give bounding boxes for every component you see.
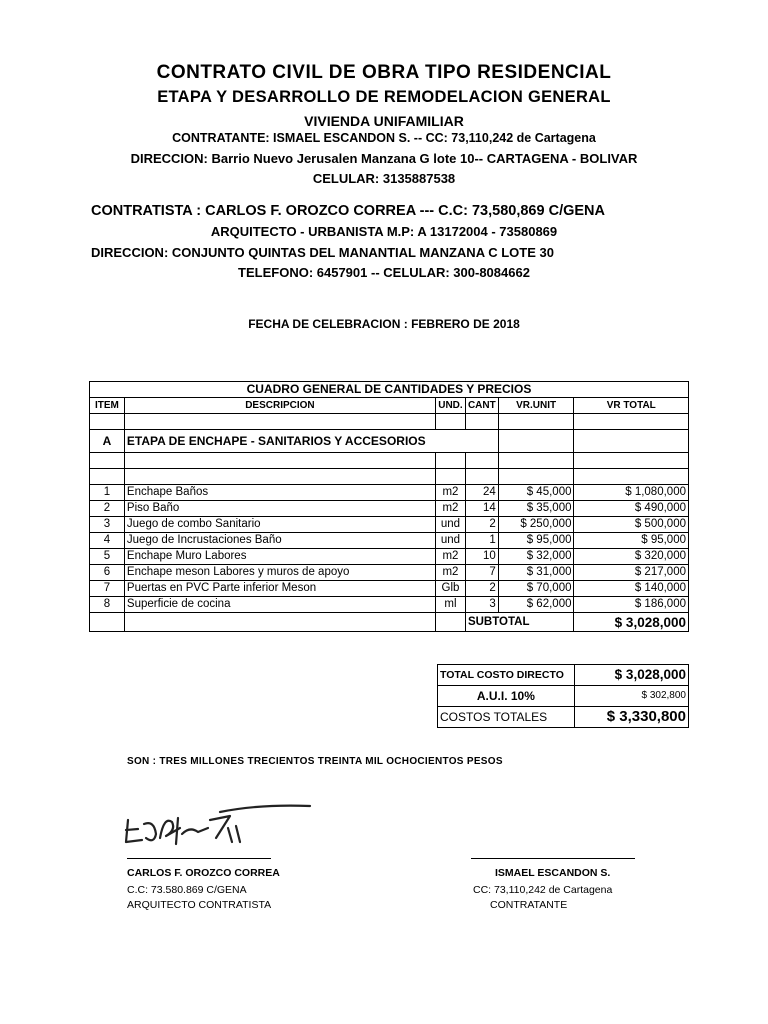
total-cell: $ 320,000 [574, 549, 689, 565]
total-cell: $ 140,000 [574, 581, 689, 597]
contratista-telefono: TELEFONO: 6457901 -- CELULAR: 300-8084662 [238, 265, 530, 280]
item-cell: 8 [90, 597, 125, 613]
unit-cell: $ 45,000 [498, 485, 574, 501]
desc-cell: Enchape Muro Labores [124, 549, 435, 565]
cant-cell: 2 [465, 517, 498, 533]
document-subtitle: ETAPA Y DESARROLLO DE REMODELACION GENERAL [157, 88, 611, 106]
costos-totales-label: COSTOS TOTALES [438, 707, 575, 728]
subtotal-value: $ 3,028,000 [574, 613, 689, 632]
item-cell: 6 [90, 565, 125, 581]
und-cell: und [435, 517, 465, 533]
item-cell: 2 [90, 501, 125, 517]
blank-row [90, 453, 689, 469]
und-cell: Glb [435, 581, 465, 597]
contratista-direccion: DIRECCION: CONJUNTO QUINTAS DEL MANANTIAL MANZANA C LOTE 30 [91, 245, 554, 260]
arquitecto-line: ARQUITECTO - URBANISTA M.P: A 13172004 - 73580869 [210, 224, 558, 239]
unit-cell: $ 62,000 [498, 597, 574, 613]
unit-cell: $ 32,000 [498, 549, 574, 565]
total-directo-label: TOTAL COSTO DIRECTO [438, 665, 575, 686]
fecha-celebracion: FECHA DE CELEBRACION : FEBRERO DE 2018 [248, 317, 520, 331]
contratante-cc: CC: 73,110,242 de Cartagena [473, 884, 613, 896]
desc-cell: Piso Baño [124, 501, 435, 517]
cant-cell: 3 [465, 597, 498, 613]
col-header: UND. [435, 398, 465, 414]
unit-cell: $ 250,000 [498, 517, 574, 533]
section-row [90, 430, 689, 453]
cant-cell: 14 [465, 501, 498, 517]
cantidades-table [89, 381, 689, 632]
item-cell: 4 [90, 533, 125, 549]
section-letter: A [90, 430, 125, 453]
table-row [90, 549, 689, 565]
total-cell: $ 500,000 [574, 517, 689, 533]
contratante-direccion: DIRECCION: Barrio Nuevo Jerusalen Manzana G lote 10-- CARTAGENA - BOLIVAR [130, 151, 638, 166]
section-title: ETAPA DE ENCHAPE - SANITARIOS Y ACCESORIOS [124, 430, 498, 453]
total-cell: $ 186,000 [574, 597, 689, 613]
total-cell: $ 217,000 [574, 565, 689, 581]
col-header: ITEM [90, 398, 125, 414]
costos-totales-value: $ 3,330,800 [574, 707, 688, 728]
contratante-role: CONTRATANTE [490, 899, 568, 911]
desc-cell: Juego de Incrustaciones Baño [124, 533, 435, 549]
table-row [90, 501, 689, 517]
desc-cell: Puertas en PVC Parte inferior Meson [124, 581, 435, 597]
contratista-name: CARLOS F. OROZCO CORREA [127, 867, 280, 879]
aui-value: $ 302,800 [574, 686, 688, 707]
col-header: DESCRIPCION [124, 398, 435, 414]
col-header: CANT [465, 398, 498, 414]
item-cell: 1 [90, 485, 125, 501]
cant-cell: 1 [465, 533, 498, 549]
item-cell: 7 [90, 581, 125, 597]
contratante-line: CONTRATANTE: ISMAEL ESCANDON S. -- CC: 73,110,242 de Cartagena [172, 131, 596, 145]
total-cell: $ 490,000 [574, 501, 689, 517]
und-cell: m2 [435, 485, 465, 501]
blank-row [90, 414, 689, 430]
col-header: VR.UNIT [498, 398, 574, 414]
contratista-cc: C.C: 73.580.869 C/GENA [127, 884, 247, 896]
col-header: VR TOTAL [574, 398, 689, 414]
son-amount-words: SON : TRES MILLONES TRECIENTOS TREINTA MIL OCHOCIENTOS PESOS [127, 756, 503, 767]
und-cell: m2 [435, 549, 465, 565]
item-cell: 5 [90, 549, 125, 565]
right-signature-line [471, 858, 635, 859]
table-header-row [90, 398, 689, 414]
unit-cell: $ 95,000 [498, 533, 574, 549]
item-cell: 3 [90, 517, 125, 533]
contratante-celular: CELULAR: 3135887538 [312, 171, 456, 186]
table-caption: CUADRO GENERAL DE CANTIDADES Y PRECIOS [90, 382, 689, 398]
contratista-line: CONTRATISTA : CARLOS F. OROZCO CORREA --- C.C: 73,580,869 C/GENA [91, 203, 605, 219]
total-cell: $ 95,000 [574, 533, 689, 549]
total-directo-value: $ 3,028,000 [574, 665, 688, 686]
table-row [90, 597, 689, 613]
subtotal-row [90, 613, 689, 632]
cant-cell: 7 [465, 565, 498, 581]
signature-image [120, 798, 320, 856]
unit-cell: $ 35,000 [498, 501, 574, 517]
left-signature-line [127, 858, 271, 859]
und-cell: m2 [435, 501, 465, 517]
subtotal-label: SUBTOTAL [465, 613, 574, 632]
und-cell: m2 [435, 565, 465, 581]
unit-cell: $ 31,000 [498, 565, 574, 581]
document-title: CONTRATO CIVIL DE OBRA TIPO RESIDENCIAL [156, 62, 612, 83]
blank-row [90, 469, 689, 485]
contratante-name: ISMAEL ESCANDON S. [495, 867, 611, 879]
vivienda-line: VIVIENDA UNIFAMILIAR [304, 113, 464, 129]
unit-cell: $ 70,000 [498, 581, 574, 597]
cant-cell: 2 [465, 581, 498, 597]
table-row [90, 533, 689, 549]
desc-cell: Enchape meson Labores y muros de apoyo [124, 565, 435, 581]
und-cell: ml [435, 597, 465, 613]
desc-cell: Enchape Baños [124, 485, 435, 501]
desc-cell: Superficie de cocina [124, 597, 435, 613]
cant-cell: 10 [465, 549, 498, 565]
table-row [90, 581, 689, 597]
aui-label: A.U.I. 10% [438, 686, 575, 707]
table-row [90, 565, 689, 581]
table-row [90, 517, 689, 533]
cant-cell: 24 [465, 485, 498, 501]
table-row [90, 485, 689, 501]
total-cell: $ 1,080,000 [574, 485, 689, 501]
contratista-role: ARQUITECTO CONTRATISTA [127, 899, 272, 911]
desc-cell: Juego de combo Sanitario [124, 517, 435, 533]
totals-table [437, 664, 689, 728]
und-cell: und [435, 533, 465, 549]
